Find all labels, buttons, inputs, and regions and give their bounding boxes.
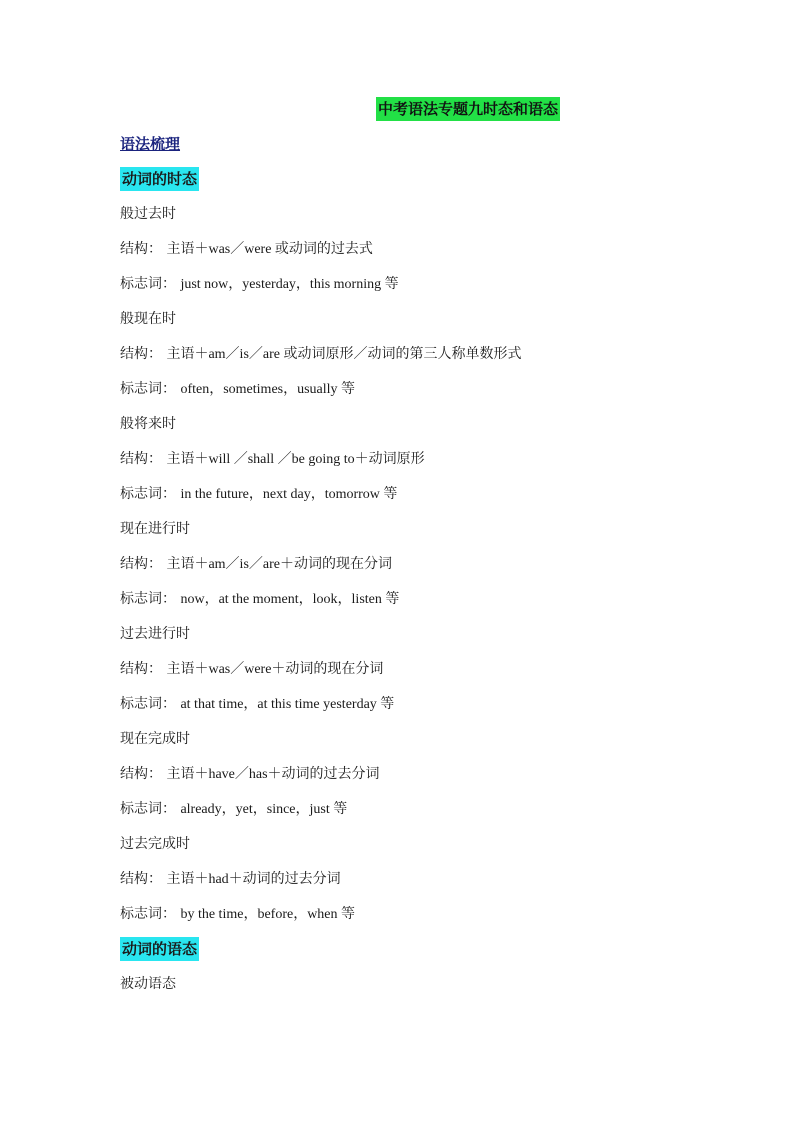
tense-title: 现在进行时	[120, 521, 190, 537]
tense-signal-row	[120, 692, 760, 727]
structure-text: 主语＋was／were 或动词的过去式	[166, 242, 373, 257]
signal-text: by the time，before，when 等	[180, 907, 356, 922]
tense-title: 般将来时	[120, 416, 176, 432]
tense-structure-row	[120, 867, 760, 902]
tense-title: 过去进行时	[120, 626, 190, 642]
tense-structure-row	[120, 237, 760, 272]
tense-structure-row	[120, 762, 760, 797]
structure-label: 结构：	[120, 766, 162, 782]
structure-text: 主语＋am／is／are 或动词原形／动词的第三人称单数形式	[166, 347, 522, 362]
tense-title: 过去完成时	[120, 836, 190, 852]
passive-voice-title: 被动语态	[120, 976, 176, 992]
structure-text: 主语＋had＋动词的过去分词	[166, 872, 341, 887]
signal-label: 标志词：	[120, 486, 176, 502]
tense-title: 现在完成时	[120, 731, 190, 747]
document-body	[120, 132, 760, 1007]
tense-title-row	[120, 517, 760, 552]
tense-signal-row	[120, 482, 760, 517]
tense-structure-row	[120, 657, 760, 692]
structure-text: 主语＋was／were＋动词的现在分词	[166, 662, 384, 677]
signal-text: at that time，at this time yesterday 等	[180, 697, 395, 712]
structure-label: 结构：	[120, 556, 162, 572]
structure-label: 结构：	[120, 661, 162, 677]
tense-signal-row	[120, 377, 760, 412]
tense-signal-row	[120, 902, 760, 937]
tense-title: 般现在时	[120, 311, 176, 327]
tense-title-row	[120, 832, 760, 867]
signal-label: 标志词：	[120, 276, 176, 292]
signal-text: already，yet，since，just 等	[180, 802, 348, 817]
structure-text: 主语＋am／is／are＋动词的现在分词	[166, 557, 392, 572]
signal-label: 标志词：	[120, 906, 176, 922]
signal-text: in the future，next day，tomorrow 等	[180, 487, 398, 502]
signal-label: 标志词：	[120, 381, 176, 397]
voice-item-row	[120, 972, 760, 1007]
tense-title-row	[120, 622, 760, 657]
structure-label: 结构：	[120, 346, 162, 362]
signal-label: 标志词：	[120, 696, 176, 712]
section-heading-row	[120, 132, 760, 167]
tense-title: 般过去时	[120, 206, 176, 222]
signal-label: 标志词：	[120, 801, 176, 817]
signal-label: 标志词：	[120, 591, 176, 607]
tense-title-row	[120, 727, 760, 762]
tense-structure-row	[120, 552, 760, 587]
grammar-overview-heading: 语法梳理	[120, 135, 181, 153]
structure-label: 结构：	[120, 451, 162, 467]
document-title-container	[376, 97, 560, 121]
structure-text: 主语＋will ／shall ／be going to＋动词原形	[166, 452, 425, 467]
tense-title-row	[120, 307, 760, 342]
tense-signal-row	[120, 272, 760, 307]
tense-structure-row	[120, 447, 760, 482]
tense-section-heading: 动词的时态	[120, 167, 199, 191]
tense-section-heading-row	[120, 167, 760, 202]
structure-text: 主语＋have／has＋动词的过去分词	[166, 767, 380, 782]
tense-signal-row	[120, 797, 760, 832]
tense-title-row	[120, 202, 760, 237]
structure-label: 结构：	[120, 871, 162, 887]
structure-label: 结构：	[120, 241, 162, 257]
signal-text: often，sometimes，usually 等	[180, 382, 356, 397]
document-title: 中考语法专题九时态和语态	[376, 97, 560, 121]
voice-section-heading: 动词的语态	[120, 937, 199, 961]
tense-title-row	[120, 412, 760, 447]
tense-structure-row	[120, 342, 760, 377]
tense-signal-row	[120, 587, 760, 622]
voice-section-heading-row	[120, 937, 760, 972]
signal-text: just now，yesterday，this morning 等	[180, 277, 399, 292]
signal-text: now，at the moment，look，listen 等	[180, 592, 400, 607]
